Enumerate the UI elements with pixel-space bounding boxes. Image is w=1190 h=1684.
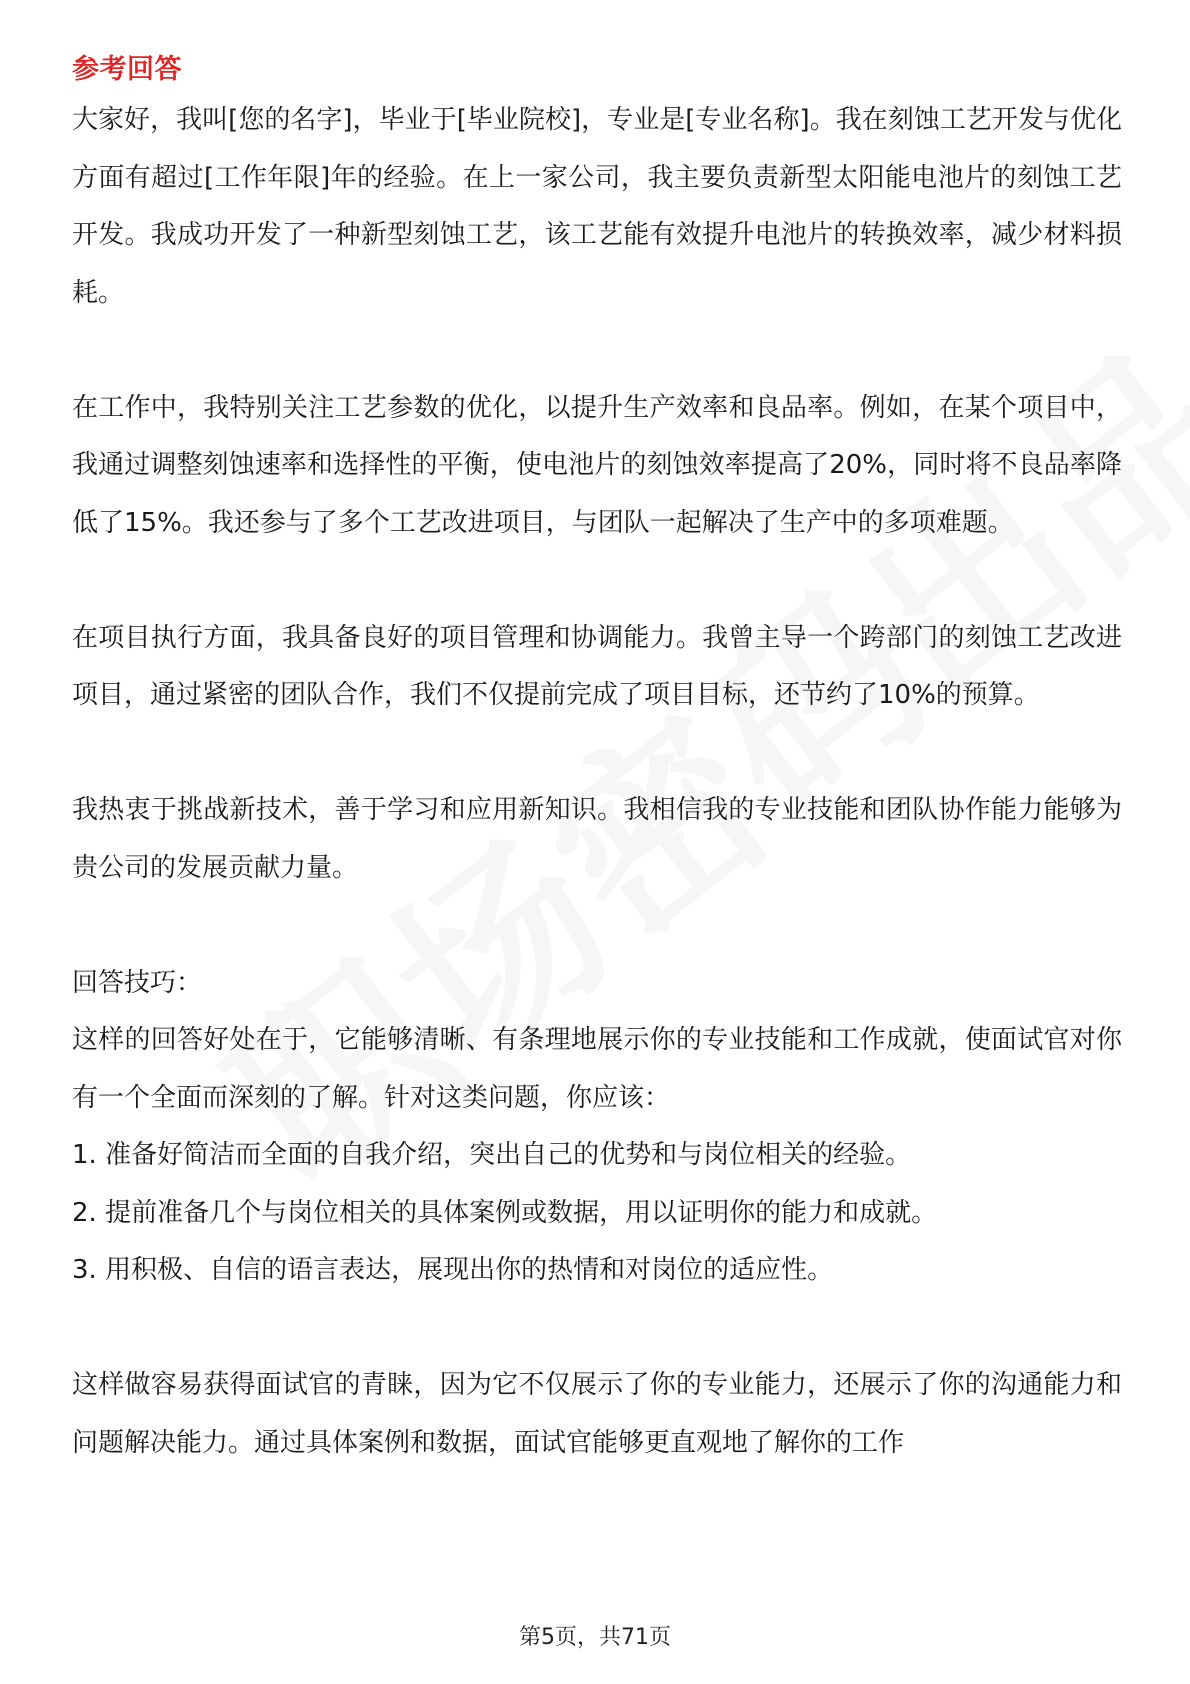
paragraph-gap [72,725,1122,783]
page-number-footer: 第5页，共71页 [519,1625,671,1650]
answer-paragraph-1: 大家好，我叫[您的名字]，毕业于[毕业院校]，专业是[专业名称]。我在刻蚀工艺开发与优化方面有超过[工作年限]年的经验。在上一家公司，我主要负责新型太阳能电池片的刻蚀工艺开发。我成功开发了一种新型刻蚀工艺，该工艺能有效提升电池片的转换效率，减少材料损耗。 [72,105,1122,308]
answer-paragraph-4: 我热衷于挑战新技术，善于学习和应用新知识。我相信我的专业技能和团队协作能力能够为贵公司的发展贡献力量。 [72,795,1122,883]
paragraph-gap [72,897,1122,955]
answer-paragraph-3: 在项目执行方面，我具备良好的项目管理和协调能力。我曾主导一个跨部门的刻蚀工艺改进项目，通过紧密的团队合作，我们不仅提前完成了项目目标，还节约了10%的预算。 [72,622,1122,710]
tips-intro: 这样的回答好处在于，它能够清晰、有条理地展示你的专业技能和工作成就，使面试官对你有一个全面而深刻的了解。针对这类问题，你应该： [72,1025,1122,1113]
tips-closing: 这样做容易获得面试官的青睐，因为它不仅展示了你的专业能力，还展示了你的沟通能力和问题解决能力。通过具体案例和数据，面试官能够更直观地了解你的工作 [72,1370,1122,1458]
section-heading: 参考回答 [72,54,182,85]
tips-item-3: 3. 用积极、自信的语言表达，展现出你的热情和对岗位的适应性。 [72,1255,834,1285]
answer-paragraph-2: 在工作中，我特别关注工艺参数的优化，以提升生产效率和良品率。例如，在某个项目中，我通过调整刻蚀速率和选择性的平衡，使电池片的刻蚀效率提高了20%，同时将不良品率降低了15%。我还参与了多个工艺改进项目，与团队一起解决了生产中的多项难题。 [72,392,1122,538]
paragraph-gap [72,322,1122,380]
tips-item-2: 2. 提前准备几个与岗位相关的具体案例或数据，用以证明你的能力和成就。 [72,1197,938,1228]
page-content [72,48,1122,1472]
paragraph-gap [72,1300,1122,1358]
paragraph-gap [72,552,1122,610]
tips-item-1: 1. 准备好简洁而全面的自我介绍，突出自己的优势和与岗位相关的经验。 [72,1140,912,1170]
tips-title: 回答技巧： [72,967,203,998]
